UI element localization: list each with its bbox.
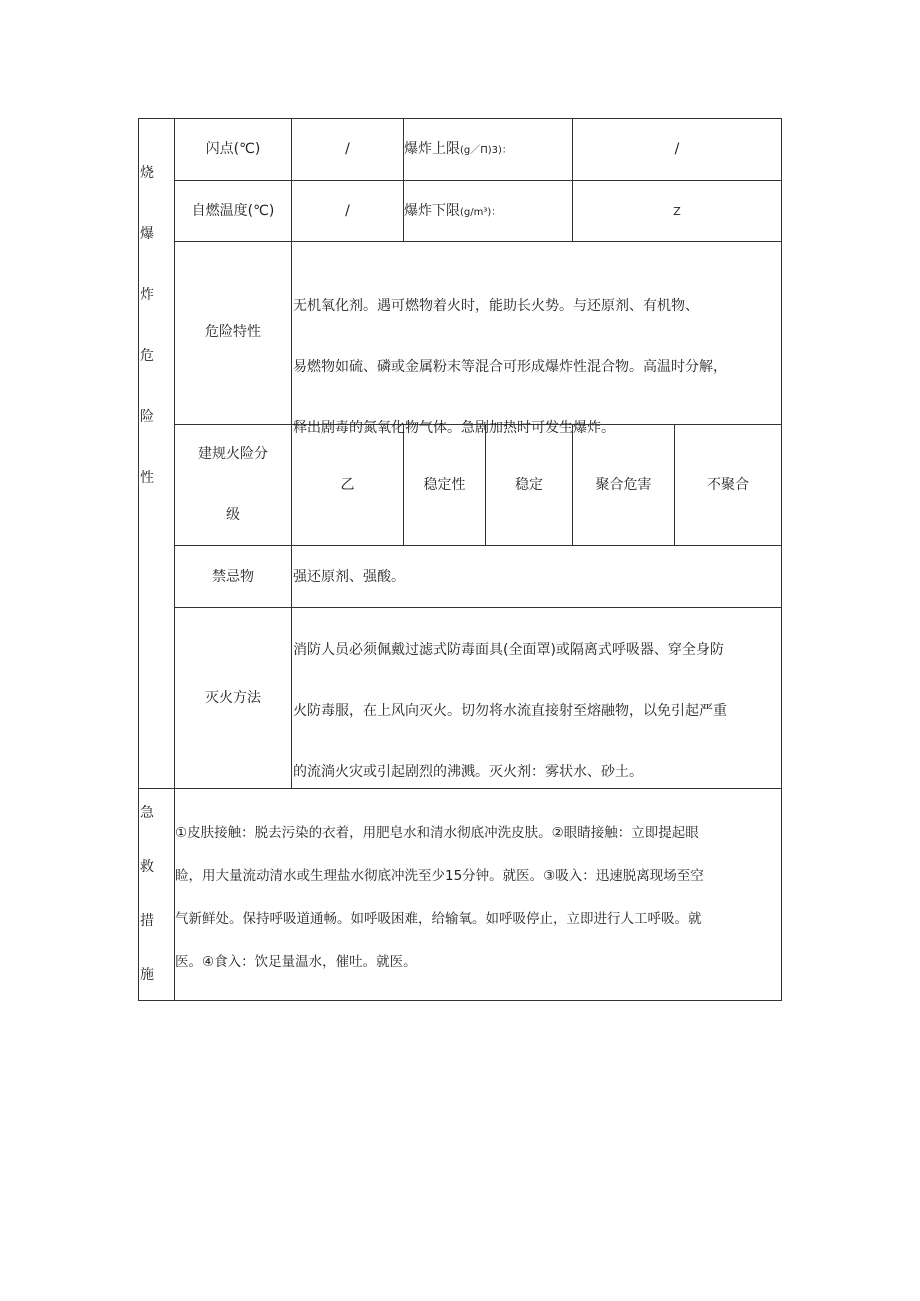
row-divider — [174, 607, 782, 608]
fire-class-label-line: 级 — [226, 507, 240, 523]
firstaid-line: 医。④食入：饮足量温水，催吐。就医。 — [175, 954, 417, 970]
section-label-char: 烧 — [140, 165, 154, 181]
row-divider — [174, 180, 782, 181]
col-divider — [403, 118, 404, 242]
hazard-label: 危险特性 — [205, 324, 261, 340]
label-col-divider — [291, 118, 292, 789]
fire-class-label-line: 建规火险分 — [198, 446, 268, 462]
flash-point-value: / — [345, 141, 350, 157]
polymerization-label: 聚合危害 — [595, 477, 652, 493]
fire-class-value: 乙 — [340, 477, 355, 493]
hazard-line: 易燃物如硫、磷或金属粉末等混合可形成爆炸性混合物。高温时分解， — [293, 359, 727, 375]
firstaid-line: ①皮肤接触：脱去污染的衣着，用肥皂水和清水彻底冲洗皮肤。②眼睛接触：立即提起眼 — [175, 825, 699, 841]
section-label-char: 危 — [140, 348, 154, 364]
border-right — [781, 118, 782, 1001]
flash-point-label: 闪点(℃) — [205, 141, 261, 157]
stability-label: 稳定性 — [423, 477, 466, 493]
border-left — [138, 118, 139, 1001]
hazard-line: 无机氧化剂。遇可燃物着火时，能助长火势。与还原剂、有机物、 — [293, 298, 699, 314]
section-label-char: 急 — [140, 805, 154, 821]
hazard-line: 释出剧毒的氮氧化物气体。急剧加热时可发生爆炸。 — [293, 420, 615, 436]
extinguish-label: 灭火方法 — [205, 690, 261, 706]
section-label-char: 爆 — [140, 226, 154, 242]
explosion-upper-label: 爆炸上限(g／Π)3)： — [404, 141, 512, 157]
firstaid-text — [175, 812, 704, 984]
explosion-upper-value: / — [674, 141, 680, 157]
extinguish-line: 消防人员必须佩戴过滤式防毒面具(全面罩)或隔离式呼吸器、穿全身防 — [293, 642, 724, 658]
section-label-char: 险 — [140, 409, 154, 425]
section-label-char: 炸 — [140, 287, 154, 303]
stability-value: 稳定 — [515, 477, 543, 493]
section-label-char: 措 — [140, 913, 154, 929]
section-label-char: 施 — [140, 967, 154, 983]
section-label-fire — [140, 143, 154, 509]
border-bottom — [138, 1000, 782, 1001]
extinguish-line: 火防毒服，在上风向灭火。切勿将水流直接射至熔融物，以免引起严重 — [293, 703, 727, 719]
fire-class-label — [175, 424, 291, 546]
polymerization-value: 不聚合 — [707, 477, 749, 493]
hazard-text — [293, 276, 727, 459]
autoignition-value: / — [345, 203, 350, 219]
incompatible-label: 禁忌物 — [212, 569, 254, 585]
extinguish-text — [293, 620, 727, 803]
extinguish-line: 的流淌火灾或引起剧烈的沸溅。灭火剂：雾状水、砂土。 — [293, 764, 643, 780]
firstaid-line: 气新鲜处。保持呼吸道通畅。如呼吸困难，给输氧。如呼吸停止，立即进行人工呼吸。就 — [175, 911, 702, 927]
explosion-lower-label: 爆炸下限(g/m³)： — [404, 203, 502, 219]
msds-table — [138, 118, 782, 1001]
firstaid-line: 睑，用大量流动清水或生理盐水彻底冲洗至少15分钟。就医。③吸入：迅速脱离现场至空 — [175, 868, 704, 884]
incompatible-value: 强还原剂、强酸。 — [293, 569, 405, 585]
section-label-firstaid — [140, 786, 154, 1002]
border-top — [138, 118, 782, 119]
row-divider — [174, 241, 782, 242]
col-divider — [572, 118, 573, 242]
section-label-char: 救 — [140, 859, 154, 875]
autoignition-label: 自燃温度(℃) — [191, 203, 275, 219]
explosion-lower-value: Z — [673, 205, 681, 218]
section-label-char: 性 — [140, 470, 154, 486]
